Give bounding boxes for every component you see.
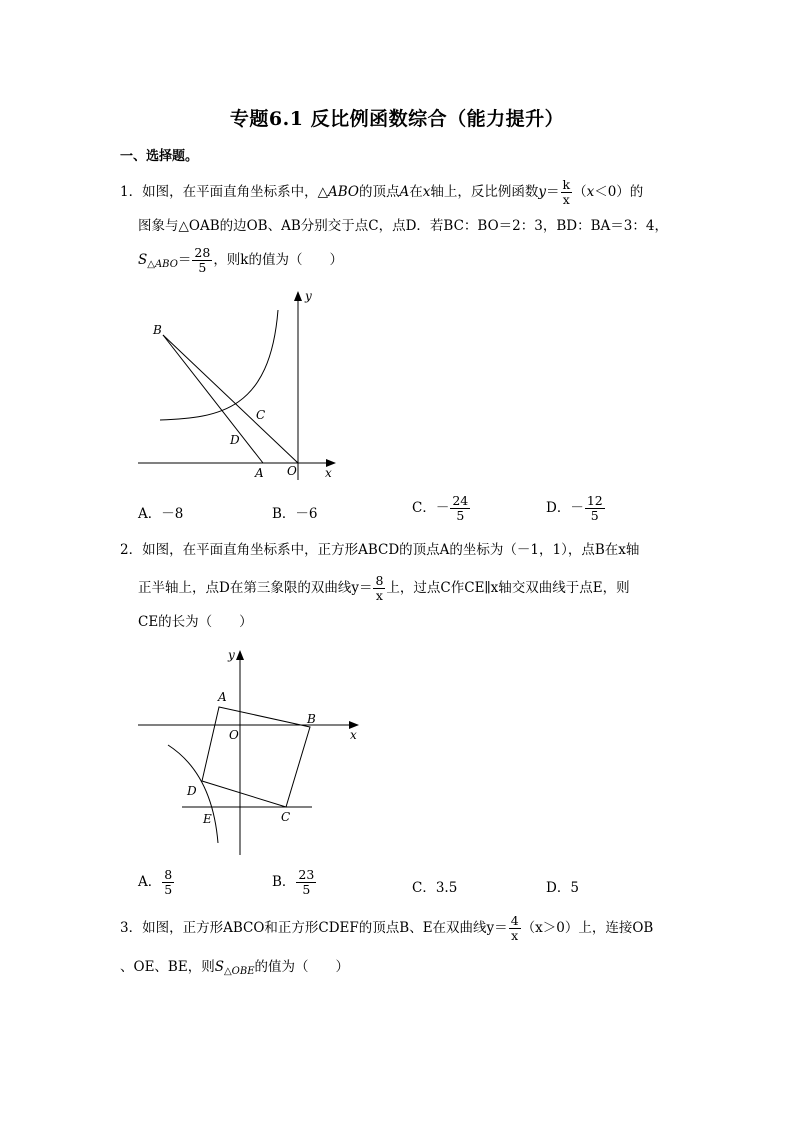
q1-option-b[interactable]: B．－6 (272, 506, 318, 522)
q2-option-d[interactable]: D．5 (546, 880, 579, 896)
q2-line-2: 正半轴上，点D在第三象限的双曲线y＝ $\frac{8}{x}$ 上，过点C作CE∥x轴交双曲线于点E，则 (138, 573, 630, 603)
q2-figure (130, 645, 370, 860)
q3-line-1: 3．如图，正方形ABCO和正方形CDEF的顶点B、E在双曲线y＝ $\frac{4}{x}$ （x＞0）上，连接OB (120, 913, 654, 943)
q2-option-b[interactable]: B． $\frac{23}{5}$ (272, 867, 315, 897)
section-heading: 一、选择题。 (120, 149, 199, 164)
q1-line-2: 图象与△OAB的边OB、AB分别交于点C，点D．若BC：BO＝2：3，BD：BA＝3：4， (138, 218, 668, 234)
q1-figure (130, 280, 350, 485)
q2-label-x: x (350, 728, 357, 742)
q1-area-fraction: $\frac{28}{5}$ (194, 245, 211, 275)
q3-line-2: 、OE、BE，则$S_{\triangle OBE}$的值为（ ） (120, 959, 349, 977)
q1-line-1: 1．如图，在平面直角坐标系中，△ABO的顶点A在x轴上，反比例函数y＝ $\frac{k}{x}$ （x＜0）的 (120, 177, 644, 207)
q1-label-y: y (305, 289, 312, 303)
q1-label-O: O (287, 464, 297, 478)
q2-label-A: A (218, 690, 227, 704)
q1-option-d[interactable]: D．－ $\frac{12}{5}$ (546, 493, 603, 523)
q2-label-E: E (203, 812, 212, 826)
page-title: 专题6.1 反比例函数综合（能力提升） (229, 108, 565, 130)
q1-option-c[interactable]: C．－ $\frac{24}{5}$ (412, 493, 469, 523)
q2-option-a[interactable]: A． $\frac{8}{5}$ (138, 867, 173, 897)
q2-label-C: C (281, 810, 291, 824)
q2-label-y: y (228, 648, 235, 662)
q2-line-1: 2．如图，在平面直角坐标系中，正方形ABCD的顶点A的坐标为（－1，1），点B在x轴 (120, 542, 640, 558)
q1-segment-BA (163, 335, 266, 463)
q1-option-a[interactable]: A．－8 (138, 506, 184, 522)
q2-square (202, 707, 310, 807)
q3-fraction: $\frac{4}{x}$ (510, 913, 519, 943)
q1-fraction: $\frac{k}{x}$ (562, 177, 571, 207)
q1-label-D: D (230, 433, 240, 447)
q2-option-c[interactable]: C．3.5 (412, 880, 458, 896)
q1-label-C: C (256, 408, 266, 422)
q1-line-3: $S_{\triangle ABO}=$ $\frac{28}{5}$ ，则k的值为（ ） (138, 245, 343, 275)
q1-label-x: x (325, 466, 332, 480)
q1-label-A: A (255, 466, 264, 480)
q2-label-D: D (187, 784, 197, 798)
q2-line-3: CE的长为（ ） (138, 614, 253, 630)
q1-hyperbola (160, 310, 278, 420)
q2-label-B: B (307, 712, 316, 726)
q2-label-O: O (229, 728, 239, 742)
q1-label-B: B (153, 323, 162, 337)
q2-fraction: $\frac{8}{x}$ (375, 573, 384, 603)
